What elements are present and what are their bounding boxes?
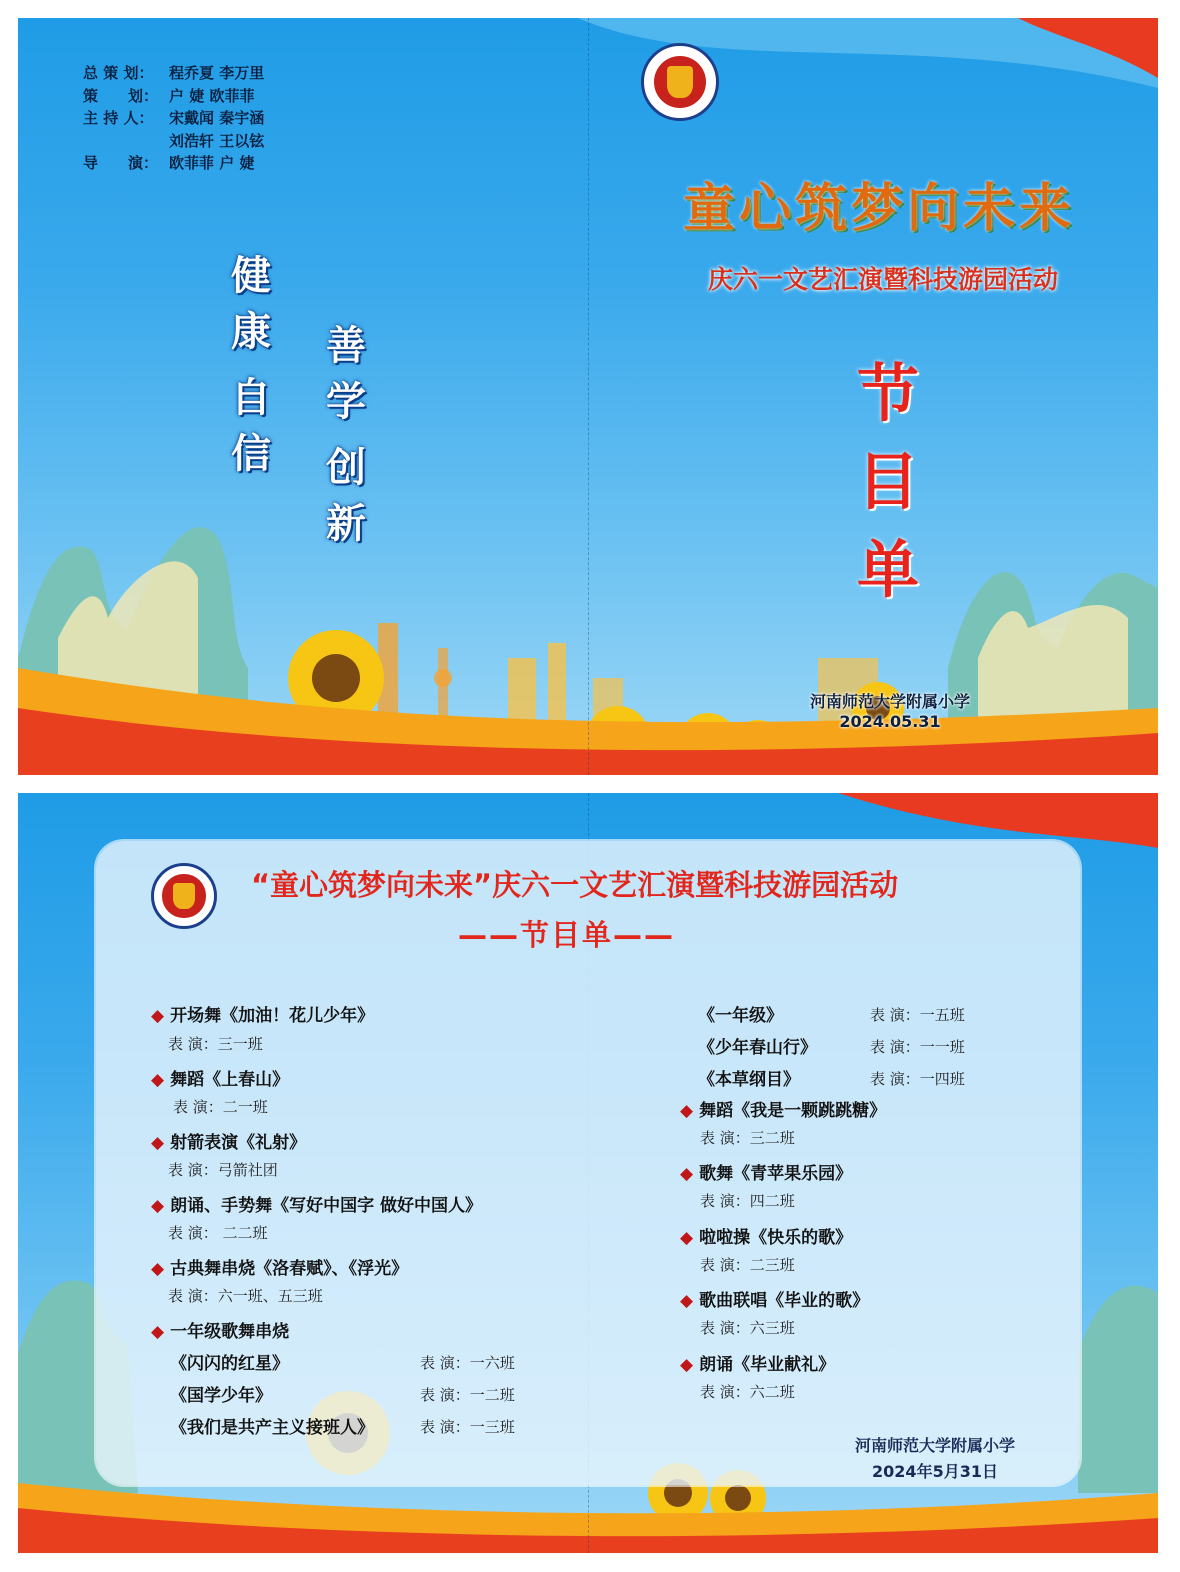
- credit-role: 策 划：: [83, 86, 159, 105]
- cover-subtitle: 庆六一文艺汇演暨科技游园活动: [708, 265, 1059, 294]
- program-item: [151, 1001, 374, 1026]
- program-item: [151, 1317, 289, 1342]
- credit-role: 主 持 人：: [83, 109, 154, 127]
- program-char: 节: [856, 357, 919, 430]
- program-item-title: 一年级歌舞串烧: [170, 1322, 290, 1342]
- diamond-bullet-icon: ◆: [151, 1133, 165, 1153]
- credit-names: 欧菲菲 户 婕: [169, 154, 255, 172]
- cover-main-title: 童心筑梦向未来: [683, 178, 1076, 239]
- motto-char: 信: [231, 430, 271, 477]
- diamond-bullet-icon: ◆: [680, 1291, 694, 1311]
- diamond-bullet-icon: ◆: [151, 1196, 165, 1216]
- credit-names: 刘浩轩 王以铉: [169, 131, 265, 150]
- cover-program-heading: [853, 350, 923, 614]
- program-item: [151, 1065, 289, 1090]
- program-footer: [840, 1433, 1030, 1485]
- diamond-bullet-icon: ◆: [680, 1355, 694, 1375]
- medley-item-performer: 表 演：一一班: [870, 1038, 965, 1056]
- motto-char: 健: [231, 252, 271, 299]
- program-item-title: 啦啦操《快乐的歌》: [699, 1228, 853, 1248]
- program-item-title: 朗诵《毕业献礼》: [699, 1355, 836, 1375]
- diamond-bullet-icon: ◆: [680, 1228, 694, 1248]
- diamond-bullet-icon: ◆: [680, 1164, 694, 1184]
- program-school-name: 河南师范大学附属小学: [854, 1436, 1015, 1455]
- program-subtitle: ——节目单——: [458, 918, 676, 952]
- program-item-performer: 表 演： 二二班: [168, 1224, 268, 1242]
- program-char: 单: [856, 533, 919, 606]
- program-item-title: 歌曲联唱《毕业的歌》: [699, 1291, 870, 1311]
- program-item-performer: 表 演：三一班: [168, 1035, 263, 1053]
- program-item: [151, 1191, 482, 1216]
- credit-names: 程乔夏 李万里: [169, 64, 265, 82]
- credit-row: [83, 152, 264, 175]
- medley-item-title: 《少年春山行》: [698, 1038, 817, 1058]
- motto-char: 学: [326, 378, 366, 425]
- program-date: 2024年5月31日: [872, 1462, 998, 1481]
- medley-item-title: 《我们是共产主义接班人》: [170, 1418, 374, 1438]
- credit-row: [83, 130, 264, 153]
- motto-char: 新: [326, 500, 366, 547]
- program-item-performer: 表 演：六二班: [700, 1383, 795, 1401]
- credit-names: 户 婕 欧菲菲: [169, 86, 255, 105]
- program-item-title: 朗诵、手势舞《写好中国字 做好中国人》: [170, 1196, 482, 1216]
- school-seal-logo: [151, 863, 217, 929]
- program-item-performer: 表 演：二三班: [700, 1256, 795, 1274]
- cover-date: 2024.05.31: [839, 712, 941, 731]
- credit-role: 总 策 划：: [83, 64, 154, 82]
- medley-item-performer: 表 演：一六班: [420, 1354, 515, 1372]
- motto-char: 康: [231, 308, 271, 355]
- cover-school-name: 河南师范大学附属小学: [809, 692, 970, 711]
- credits-list: [83, 62, 264, 175]
- program-item-title: 开场舞《加油！花儿少年》: [170, 1006, 375, 1026]
- medley-item-title: 《一年级》: [698, 1006, 783, 1026]
- credit-names: 宋戴闻 秦宇涵: [169, 109, 265, 127]
- medley-item-performer: 表 演：一五班: [870, 1006, 965, 1024]
- medley-item-performer: 表 演：一三班: [420, 1418, 515, 1436]
- program-item-performer: 表 演：六三班: [700, 1319, 795, 1337]
- medley-item-title: 《本草纲目》: [698, 1070, 800, 1090]
- cover-school-block: [770, 692, 1010, 732]
- medley-item-performer: 表 演：一二班: [420, 1386, 515, 1404]
- program-item-performer: 表 演：四二班: [700, 1192, 795, 1210]
- medley-item-title: 《国学少年》: [170, 1386, 272, 1406]
- program-char: 目: [856, 445, 919, 518]
- motto-char: 自: [231, 374, 271, 421]
- program-item-title: 歌舞《青苹果乐园》: [699, 1164, 853, 1184]
- credit-row: [83, 85, 264, 108]
- medley-item-performer: 表 演：一四班: [870, 1070, 965, 1088]
- motto-learning-innovation: [323, 318, 369, 552]
- program-item-performer: 表 演：六一班、五三班: [168, 1287, 323, 1305]
- program-item-title: 舞蹈《上春山》: [170, 1070, 290, 1090]
- program-item: [680, 1286, 869, 1311]
- motto-health-confidence: [228, 248, 274, 482]
- school-seal-logo: [641, 43, 719, 121]
- motto-char: 善: [326, 322, 366, 369]
- medley-item-title: 《闪闪的红星》: [170, 1354, 289, 1374]
- diamond-bullet-icon: ◆: [151, 1070, 165, 1090]
- credit-role: [83, 130, 169, 153]
- program-item: [151, 1254, 408, 1279]
- credit-role: 导 演：: [83, 154, 159, 172]
- program-item-title: 古典舞串烧《洛春赋》、《浮光》: [170, 1259, 409, 1279]
- motto-char: 创: [326, 444, 366, 491]
- program-item: [680, 1159, 852, 1184]
- diamond-bullet-icon: ◆: [151, 1259, 165, 1279]
- program-title: “童心筑梦向未来”庆六一文艺汇演暨科技游园活动: [251, 868, 899, 902]
- program-item-title: 舞蹈《我是一颗跳跳糖》: [699, 1101, 887, 1121]
- program-item-title: 射箭表演《礼射》: [170, 1133, 307, 1153]
- program-item-performer: 表 演：弓箭社团: [168, 1161, 278, 1179]
- program-panel: [18, 793, 1158, 1553]
- diamond-bullet-icon: ◆: [680, 1101, 694, 1121]
- program-item: [680, 1223, 852, 1248]
- program-item: [151, 1128, 306, 1153]
- diamond-bullet-icon: ◆: [151, 1006, 165, 1026]
- program-item: [680, 1350, 835, 1375]
- program-item: [680, 1096, 886, 1121]
- program-item-performer: 表 演：二一班: [173, 1098, 268, 1116]
- diamond-bullet-icon: ◆: [151, 1322, 165, 1342]
- credit-row: [83, 107, 264, 130]
- fold-line: [588, 18, 589, 775]
- credit-row: [83, 62, 264, 85]
- cover-panel: [18, 18, 1158, 775]
- program-item-performer: 表 演：三二班: [700, 1129, 795, 1147]
